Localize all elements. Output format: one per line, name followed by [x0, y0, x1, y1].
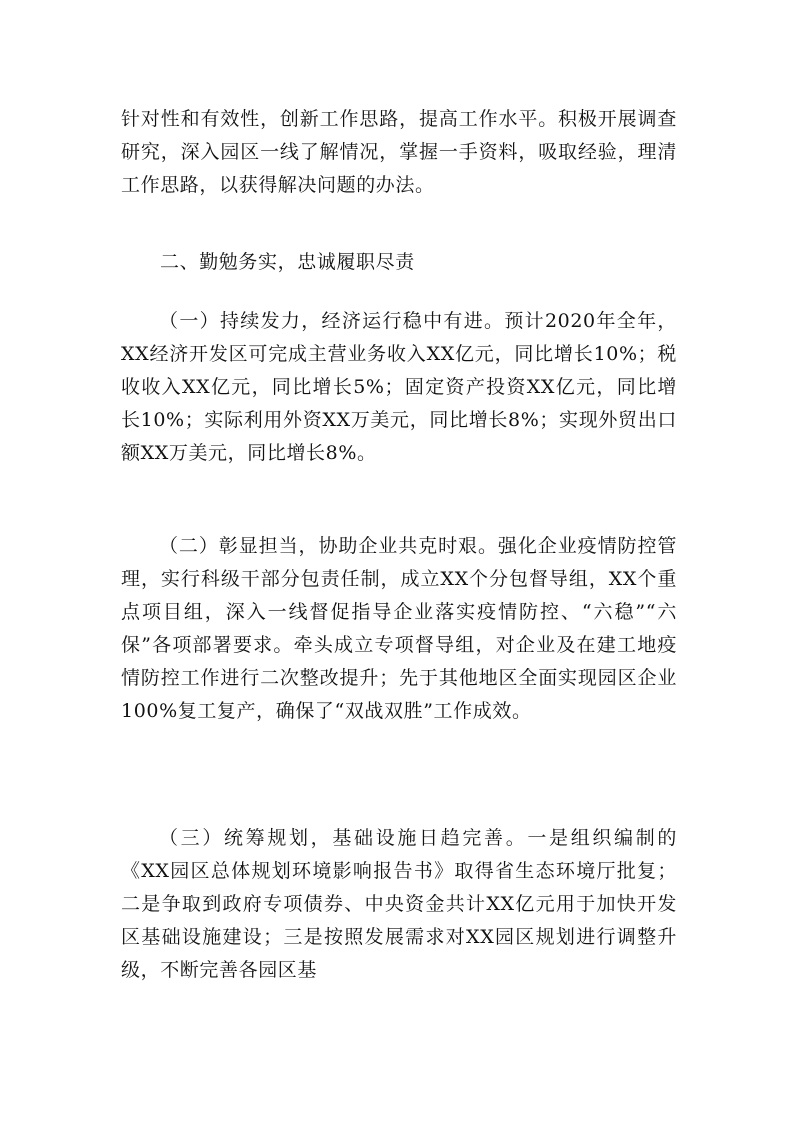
section-heading: 二、勤勉务实，忠诚履职尽责 [160, 251, 415, 273]
paragraph-epidemic-support: （二）彰显担当，协助企业共克时艰。强化企业疫情防控管理，实行科级干部分包责任制，成立XX个分包督导组，XX个重点项目组，深入一线督促指导企业落实疫情防控、“六稳”“六保”各项部署要求。牵头成立专项督导组，对企业及在建工地疫情防控工作进行二次整改提升；先于其他地区全面实现园区企业100%复工复产，确保了“双战双胜”工作成效。 [121, 535, 677, 722]
paragraph-economy: （一）持续发力，经济运行稳中有进。预计2020年全年，XX经济开发区可完成主营业务收入XX亿元，同比增长10%；税收收入XX亿元，同比增长5%；固定资产投资XX亿元，同比增长10%；实际利用外资XX万美元，同比增长8%；实现外贸出口额XX万美元，同比增长8%。 [121, 310, 677, 464]
paragraph-infrastructure: （三）统筹规划，基础设施日趋完善。一是组织编制的《XX园区总体规划环境影响报告书》取得省生态环境厅批复；二是争取到政府专项债券、中央资金共计XX亿元用于加快开发区基础设施建设；三是按照发展需求对XX园区规划进行调整升级，不断完善各园区基 [121, 827, 677, 981]
intro-paragraph: 针对性和有效性，创新工作思路，提高工作水平。积极开展调查研究，深入园区一线了解情况，掌握一手资料，吸取经验，理清工作思路，以获得解决问题的办法。 [121, 108, 677, 196]
